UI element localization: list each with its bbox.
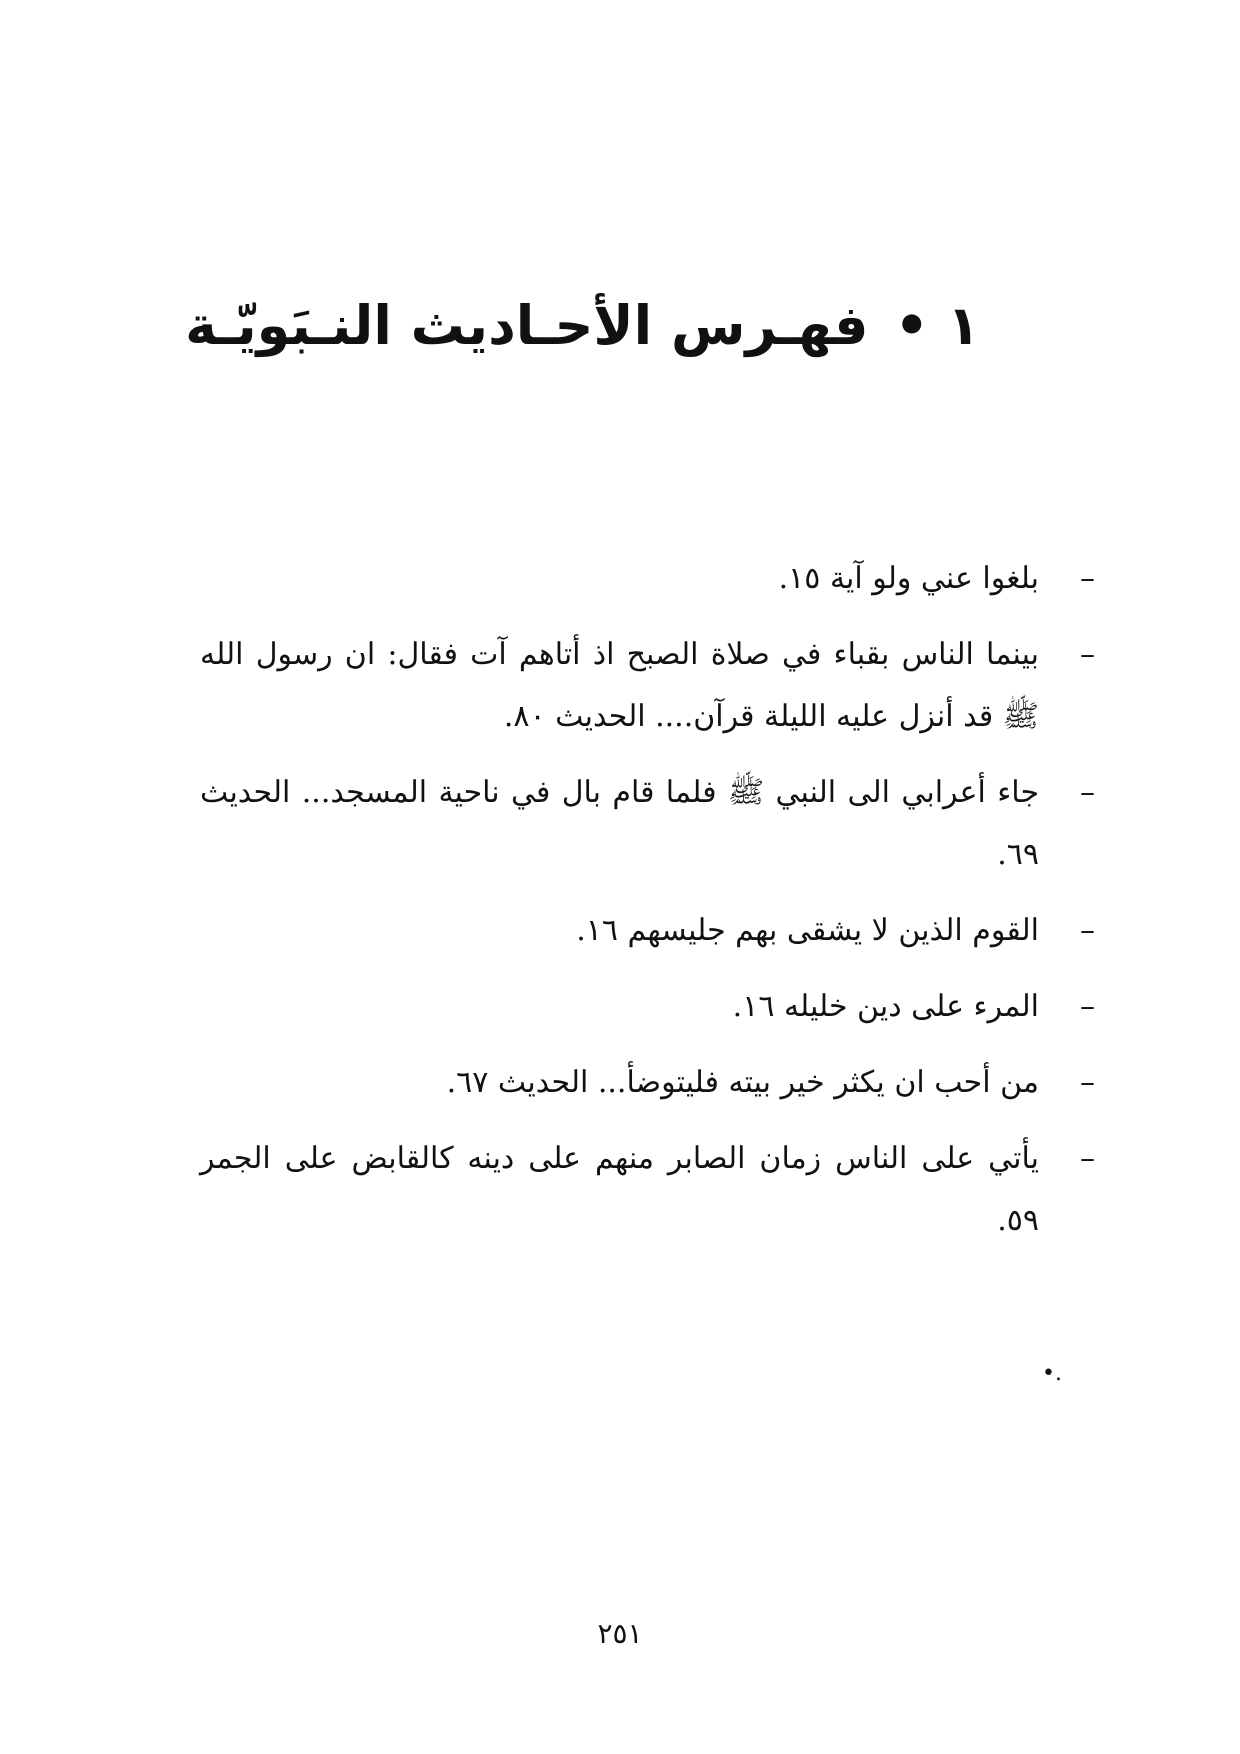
page-number: ٢٥١ [597,1617,643,1650]
entry-dash: – [1080,989,1095,1024]
list-item [200,900,1095,962]
title-text: فهـرس الأحـاديث النـبَويّـة [185,294,869,358]
entry-dash: – [1080,1141,1095,1176]
entry-text: بينما الناس بقباء في صلاة الصبح اذ أتاهم آت فقال: ان رسول الله ﷺ قد أنزل عليه الليلة قرآن.... الحديث ٨٠. [200,637,1039,734]
entry-text: من أحب ان يكثر خير بيته فليتوضأ... الحديث ٦٧. [446,1065,1039,1100]
list-item [200,1128,1095,1252]
page-title [185,286,980,366]
list-item [200,762,1095,886]
entry-text: المرء على دين خليله ١٦. [732,989,1039,1024]
list-item [200,624,1095,748]
title-number: ١ [947,294,980,358]
title-separator: • [894,294,930,358]
list-item [200,548,1095,610]
list-item [200,1052,1095,1114]
entry-dash: – [1080,561,1095,596]
list-item [200,976,1095,1038]
hadith-index-list [200,548,1095,1266]
entry-dash: – [1080,775,1095,810]
entry-dash: – [1080,637,1095,672]
entry-text: بلغوا عني ولو آية ١٥. [778,561,1039,596]
stray-mark: •. [1042,1361,1062,1386]
entry-dash: – [1080,913,1095,948]
entry-text: القوم الذين لا يشقى بهم جليسهم ١٦. [576,913,1039,948]
entry-dash: – [1080,1065,1095,1100]
entry-text: جاء أعرابي الى النبي ﷺ فلما قام بال في ناحية المسجد... الحديث ٦٩. [200,775,1039,872]
entry-text: يأتي على الناس زمان الصابر منهم على دينه كالقابض على الجمر ٥٩. [200,1141,1039,1238]
